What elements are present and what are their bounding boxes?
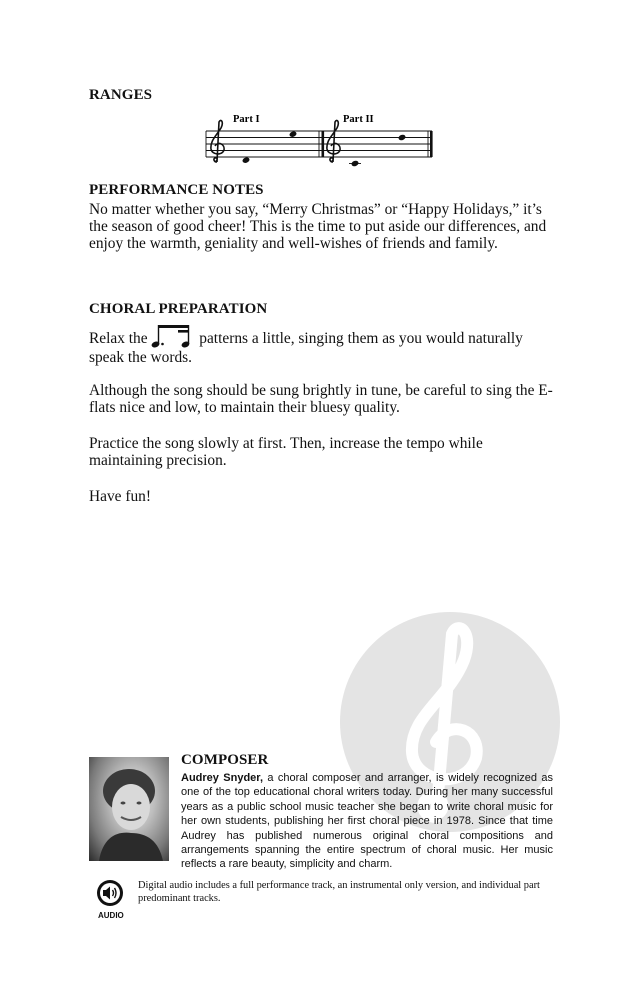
part-1-label: Part I (233, 114, 260, 125)
performance-notes-text: No matter whether you say, “Merry Christmas” or “Happy Holidays,” it’s the season of good cheer! This is the time to put aside our differences, and enjoy the warmth, geniality and well-wishes of friends and family. (89, 201, 547, 252)
range-note-low (242, 157, 251, 164)
dotted-rhythm-icon (151, 323, 195, 349)
range-note-high (398, 134, 407, 141)
composer-bio (181, 771, 553, 872)
audio-disc-icon (96, 878, 130, 922)
choral-prep-paragraph-3: Practice the song slowly at first. Then, increase the tempo while maintaining precision. (89, 435, 483, 469)
range-note-high (289, 131, 298, 138)
choral-prep-text-after: patterns a little, singing them as you would naturally speak the words. (89, 330, 523, 366)
treble-clef-icon (211, 120, 224, 162)
choral-preparation-heading: CHORAL PREPARATION (89, 301, 268, 317)
composer-heading: COMPOSER (181, 752, 269, 768)
ranges-heading: RANGES (89, 87, 153, 103)
audio-note: Digital audio includes a full performance track, an instrumental only version, and individual part predominant tracks. (138, 880, 540, 904)
choral-prep-text-before: Relax the (89, 330, 148, 347)
choral-prep-paragraph-4: Have fun! (89, 488, 151, 505)
treble-clef-icon (327, 120, 340, 162)
composer-bio-text: a choral composer and arranger, is widely recognized as one of the top educational choral writers today. During her many successful years as a public school music teacher she began to write choral music for her own students, publishing her first choral piece in 1978. Since that time Audrey has published numerous original choral compositions and arrangements spanning the entire spectrum of choral music. Her music reflects a rare beauty, simplicity and charm. (181, 772, 554, 871)
choral-prep-paragraph-1 (89, 323, 559, 366)
vocal-range-staff (200, 110, 440, 170)
composer-name: Audrey Snyder, (181, 772, 264, 784)
performance-notes-heading: PERFORMANCE NOTES (89, 182, 264, 198)
part-2-label: Part II (343, 114, 374, 125)
audio-icon-label: AUDIO (98, 911, 124, 920)
choral-prep-paragraph-2: Although the song should be sung brightly in tune, be careful to sing the E-flats nice and low, to maintain their bluesy quality. (89, 382, 553, 416)
composer-photo (89, 757, 169, 861)
